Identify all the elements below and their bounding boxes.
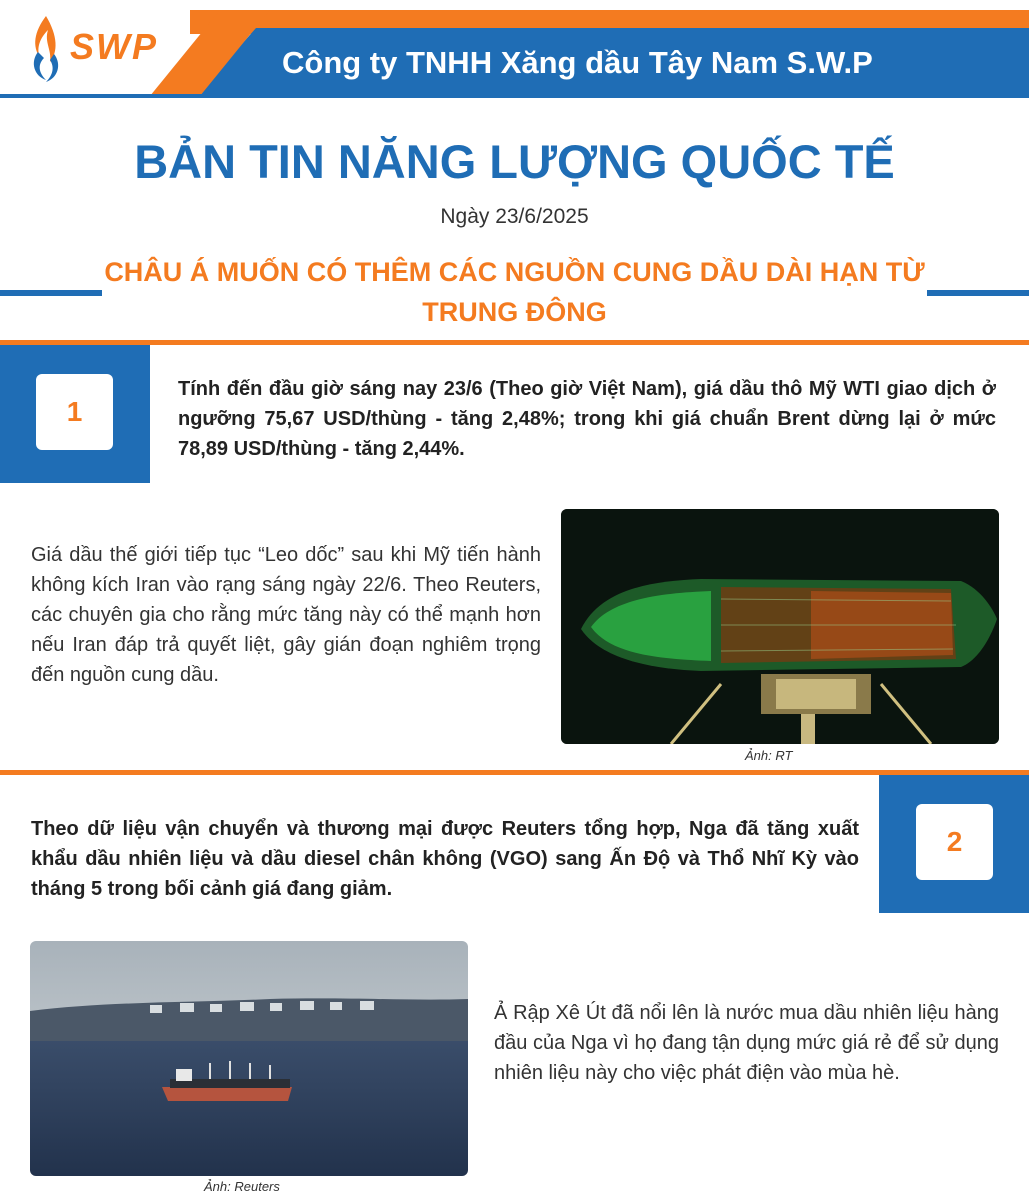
section-1-lead: Tính đến đầu giờ sáng nay 23/6 (Theo giờ Việt Nam), giá dầu thô Mỹ WTI giao dịch ở ngưỡng 75,67 USD/thùng - tăng 2,48%; trong khi giá chuẩn Brent dừng lại ở mức 78,89 USD/thùng - tăng 2,44%.: [178, 378, 996, 460]
subtitle-rule-right: [927, 290, 1029, 296]
section-divider-middle: [0, 770, 1029, 775]
issue-date: Ngày 23/6/2025: [440, 205, 589, 228]
photo-2-caption: Ảnh: Reuters: [204, 1179, 280, 1194]
section-2-lead: Theo dữ liệu vận chuyển và thương mại được Reuters tổng hợp, Nga đã tăng xuất khẩu dầu nhiên liệu và dầu diesel chân không (VGO) sang Ấn Độ và Thổ Nhĩ Kỳ vào tháng 5 trong bối cảnh giá đang giảm.: [31, 818, 859, 900]
headline: CHÂU Á MUỐN CÓ THÊM CÁC NGUỒN CUNG DẦU DÀI HẠN TỪ TRUNG ĐÔNG: [104, 257, 925, 327]
section-divider-top: [0, 340, 1029, 345]
ship-at-sea-photo: [30, 941, 468, 1176]
photo-1-caption: Ảnh: RT: [745, 748, 793, 763]
header-underline: [0, 94, 1029, 98]
logo-text: SWP: [70, 26, 159, 67]
tanker-aerial-photo: [561, 509, 999, 744]
page-title: BẢN TIN NĂNG LƯỢNG QUỐC TẾ: [134, 135, 895, 188]
subtitle-rule-left: [0, 290, 102, 296]
flame-logo-icon: [24, 12, 68, 86]
company-name: Công ty TNHH Xăng dầu Tây Nam S.W.P: [282, 45, 873, 80]
section-2-body: Ả Rập Xê Út đã nổi lên là nước mua dầu nhiên liệu hàng đầu của Nga vì họ đang tận dụng mức giá rẻ để sử dụng nhiên liệu này cho việc phát điện vào mùa hè.: [494, 1002, 999, 1084]
section-1-body: Giá dầu thế giới tiếp tục “Leo dốc” sau khi Mỹ tiến hành không kích Iran vào rạng sáng ngày 22/6. Theo Reuters, các chuyên gia cho rằng mức tăng này có thể mạnh hơn nếu Iran đáp trả quyết liệt, gây gián đoạn nghiêm trọng đến nguồn cung dầu.: [31, 544, 541, 686]
section-1-number: 1: [36, 374, 113, 450]
section-2-number: 2: [916, 804, 993, 880]
